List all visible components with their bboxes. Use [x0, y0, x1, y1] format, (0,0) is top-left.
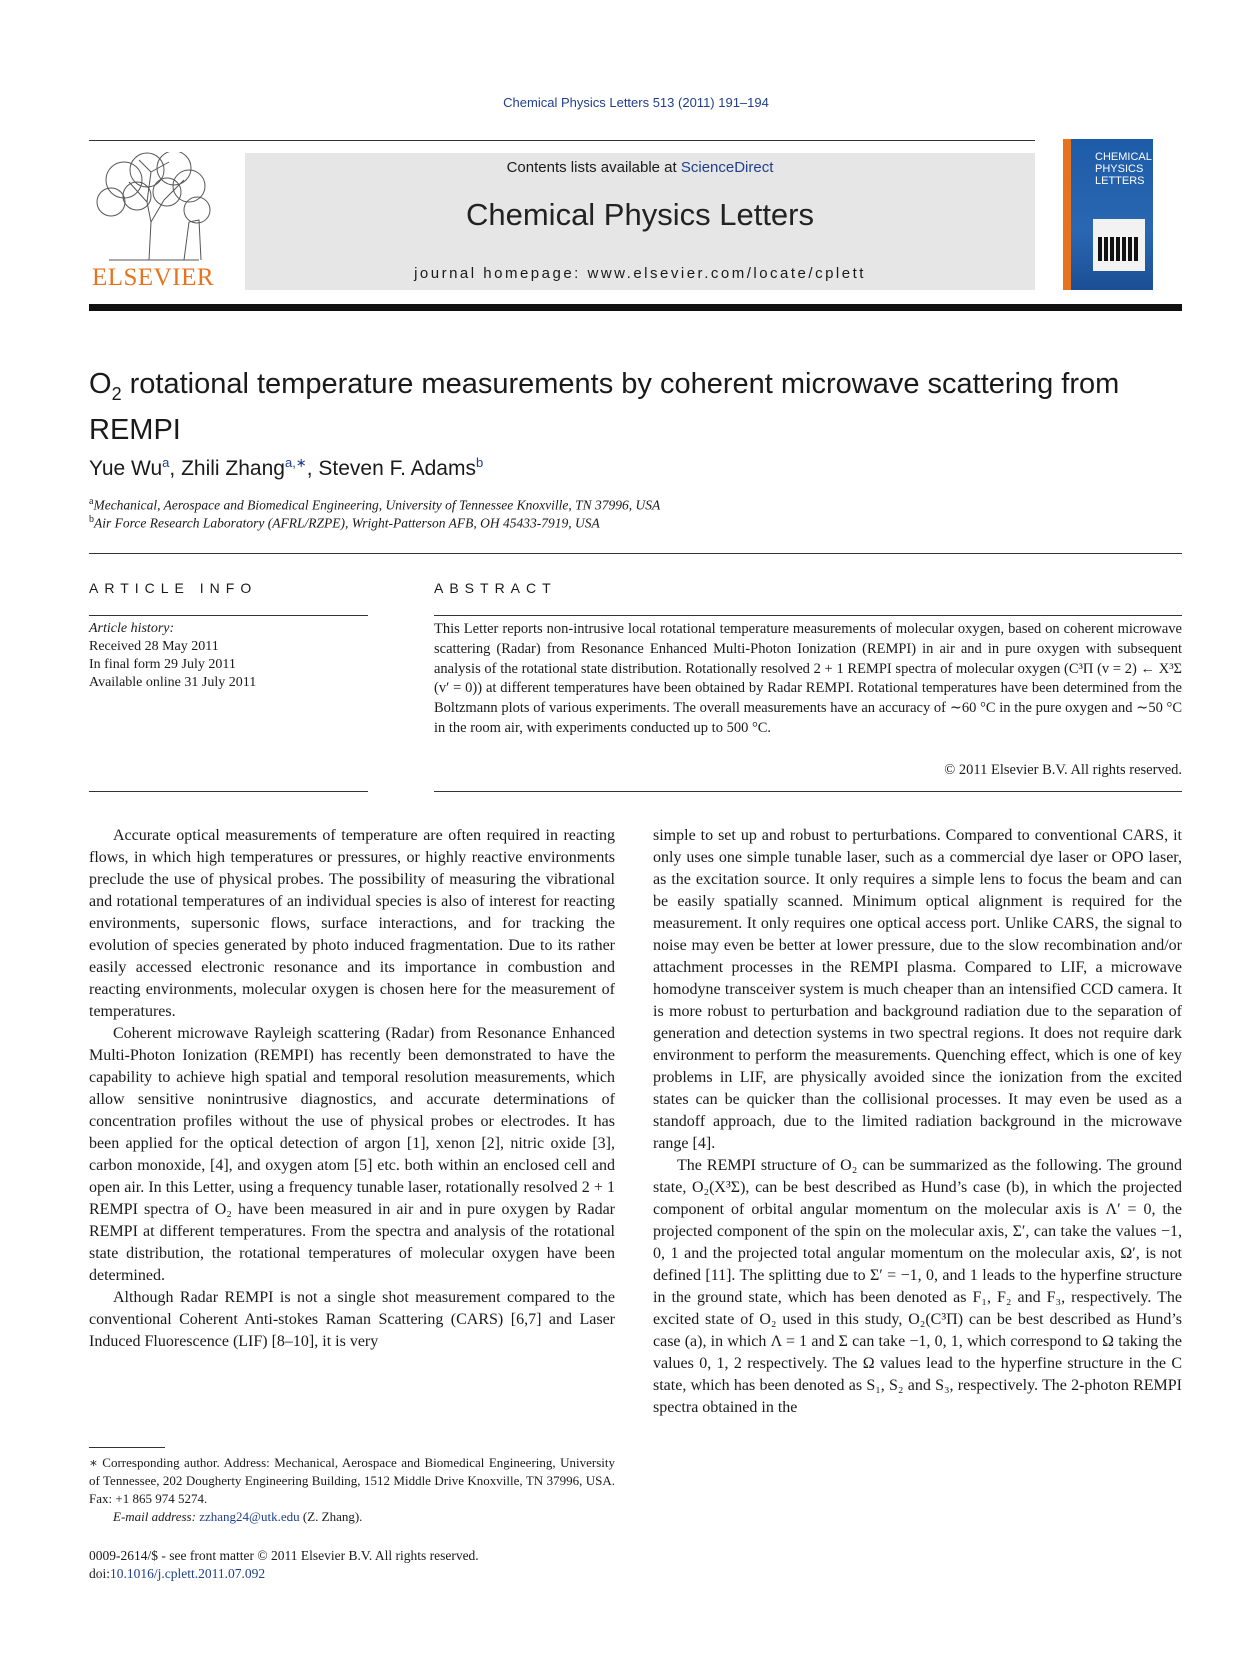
elsevier-wordmark: ELSEVIER [91, 264, 215, 291]
email-line: E-mail address: zzhang24@utk.edu (Z. Zhang). [113, 1509, 363, 1524]
author-affil-link[interactable]: a,∗ [284, 455, 307, 470]
final-form-date: In final form 29 July 2011 [89, 657, 236, 672]
issn-line: 0009-2614/$ - see front matter © 2011 Elsevier B.V. All rights reserved. [89, 1548, 479, 1563]
contents-prefix: Contents lists available at [506, 159, 681, 176]
affiliation-a: $^a$Mechanical, Aerospace and Biomedical Engineering, University of Tennessee Knoxville, TN 37996, USA [89, 496, 661, 513]
header-rule [89, 140, 1035, 141]
front-matter [89, 1547, 479, 1583]
affiliation-b: $^b$Air Force Research Laboratory (AFRL/RZPE), Wright-Patterson AFB, OH 45433-7919, USA [89, 514, 600, 531]
history-label: Article history: [89, 621, 175, 636]
cover-title: CHEMICAL PHYSICS LETTERS [1095, 151, 1152, 187]
author-name: Yue Wu [89, 457, 163, 480]
body-paragraph: Although Radar REMPI is not a single shot measurement compared to the conventional Coherent Anti-stokes Raman Scattering (CARS) [6,7] and Laser Induced Fluorescence (LIF) [8–10], it is very [89, 1289, 615, 1350]
footnote [89, 1454, 615, 1526]
abstract-rule [434, 615, 1182, 616]
received-date: Received 28 May 2011 [89, 639, 219, 654]
elsevier-logo [89, 152, 217, 292]
author-affil-link[interactable]: b [475, 455, 484, 470]
journal-reference[interactable]: Chemical Physics Letters 513 (2011) 191–194 [503, 95, 769, 110]
author-name: Zhili Zhang [181, 457, 285, 480]
email-link[interactable]: zzhang24@utk.edu [199, 1509, 300, 1524]
info-rule [89, 615, 368, 616]
article-info-heading: ARTICLE INFO [89, 580, 258, 596]
corresponding-author-note: ∗ Corresponding author. Address: Mechanical, Aerospace and Biomedical Engineering, University of Tennessee, 202 Dougherty Engineering Building, 1512 Middle Drive Knoxville, TN 37996, USA. Fax: +1 865 974 5274. [89, 1455, 615, 1506]
doi-link[interactable]: 10.1016/j.cplett.2011.07.092 [110, 1566, 266, 1581]
section-rule [89, 553, 1182, 554]
journal-homepage[interactable]: journal homepage: www.elsevier.com/locate/cplett [414, 265, 866, 282]
info-rule-bottom [89, 791, 368, 792]
abstract-copyright: © 2011 Elsevier B.V. All rights reserved. [944, 762, 1182, 778]
body-paragraph: Accurate optical measurements of temperature are often required in reacting flows, in which high temperatures or pressures, or highly reactive environments preclude the use of physical probes. The possibility of measuring the vibrational and rotational temperatures of an individual species is also of interest for reacting environments, supersonic flows, surface interactions, and for tracking the evolution of species generated by photo induced fragmentation. Due to its rather easily accessed electronic resonance and its importance in combustion and reacting environments, molecular oxygen is chosen here for the measurement of temperatures. [89, 827, 615, 1020]
contents-line [245, 159, 1035, 176]
body-column-right [653, 825, 1182, 1419]
body-paragraph: simple to set up and robust to perturbations. Compared to conventional CARS, it only uses one simple tunable laser, such as a commercial dye laser or OPO laser, as the excitation source. It only requires a simple lens to focus the beam and can be easily spatially scanned. Minimum optical alignment is required for the measurement. It only requires one optical access port. Unlike CARS, the signal to noise may even be better at lower pressure, due to the slow recombination and/or attachment processes in the REMPI plasma. Compared to LIF, a microwave homodyne transceiver system is much cheaper than an intensified CCD camera. It is more robust to perturbation and background radiation due to the separation of generation and detection systems in two spectral regions. It does not require dark environment to perform the measurements. Quenching effect, which is one of key problems in LIF, are physically avoided since the ionization from the excited states can be quicker than the collisional processes. It may even be used as a standoff approach, due to the limited radiation background in the microwave range [4]. [653, 827, 1182, 1152]
journal-banner [245, 153, 1035, 290]
article-title: $O_2$ rotational temperature measurements by coherent microwave scattering from REMPI [89, 368, 1120, 446]
header-thick-rule [89, 304, 1182, 311]
journal-title: Chemical Physics Letters [465, 197, 814, 232]
author-list: Yue Wu$^a$, Zhili Zhang$^{a,∗}$, Steven F. Adams$^b$ [89, 455, 484, 480]
footnote-rule [89, 1447, 165, 1448]
abstract-rule-bottom [434, 791, 1182, 792]
cover-graphic [1098, 237, 1140, 261]
article-history [89, 620, 256, 692]
journal-cover [1063, 139, 1153, 290]
sciencedirect-link[interactable]: ScienceDirect [680, 159, 774, 176]
online-date: Available online 31 July 2011 [89, 675, 257, 690]
tree-icon [89, 152, 217, 264]
doi-line: doi:10.1016/j.cplett.2011.07.092 [89, 1566, 266, 1581]
author-name: Steven F. Adams [318, 457, 476, 480]
abstract-heading: ABSTRACT [434, 580, 557, 596]
cover-stripe [1063, 139, 1071, 290]
author-affil-link[interactable]: a [162, 455, 170, 470]
body-paragraph: The REMPI structure of O₂ can be summarized as the following. The ground state, O₂(X³Σ), can be best described as Hund’s case (b), in which the projected component of orbital angular momentum on the molecular axis is Λ′ = 0, the projected component of the spin on the molecular axis, Σ′, can take the values −1, 0, 1 and the projected total angular momentum on the molecular axis, Ω′, is not defined [11]. The splitting due to Σ′ = −1, 0, and 1 leads to the hyperfine structure in the ground state, which has been denoted as F₁, F₂ and F₃, respectively. The excited state of O₂ used in this study, O₂(C³Π) can be best described as Hund’s case (a), in which Λ = 1 and Σ can take −1, 0, 1, which correspond to Ω taking the values 0, 1, 2 respectively. The Ω values lead to the hyperfine structure in the C state, which has been denoted as S₁, S₂ and S₃, respectively. The 2-photon REMPI spectra obtained in the [653, 1157, 1182, 1416]
abstract-text: This Letter reports non-intrusive local rotational temperature measurements of molecular oxygen, based on coherent microwave scattering (Radar) from Resonance Enhanced Multi-Photon Ionization (REMPI) in air and in pure oxygen with subsequent analysis of the rotational state distribution. Rotationally resolved 2 + 1 REMPI spectra of molecular oxygen (C³Π (v = 2) ← X³Σ (v′ = 0)) at different temperatures have been obtained by Radar REMPI. Rotational temperatures have been determined from the Boltzmann plots of various experiments. The overall measurements have an accuracy of ∼60 °C in the pure oxygen and ∼50 °C in the room air, with experiments conducted up to 500 °C. [434, 621, 1182, 736]
body-paragraph: Coherent microwave Rayleigh scattering (Radar) from Resonance Enhanced Multi-Photon Ionization (REMPI) has recently been demonstrated to have the capability to achieve high spatial and temporal resolution measurements, which allow sensitive nonintrusive diagnostics, and accurate determinations of concentration profiles without the use of physical probes or electrodes. It has been applied for the optical detection of argon [1], xenon [2], nitric oxide [3], carbon monoxide, [4], and oxygen atom [5] etc. both within an enclosed cell and open air. In this Letter, using a frequency tunable laser, rotationally resolved 2 + 1 REMPI spectra of O₂ have been measured in air and in pure oxygen by Radar REMPI at different temperatures. From the spectra and analysis of the rotational state distribution, the rotational temperatures of molecular oxygen have been determined. [89, 1025, 615, 1284]
body-column-left [89, 825, 615, 1353]
